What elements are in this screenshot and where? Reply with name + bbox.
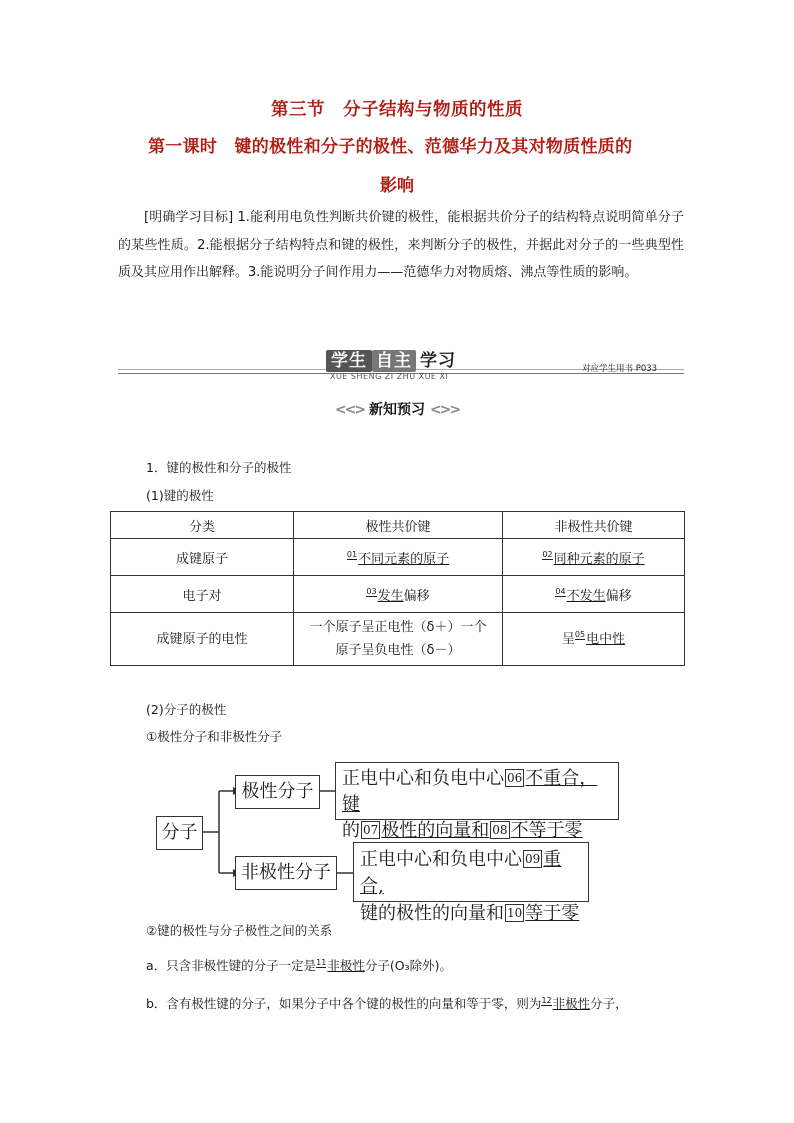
blank-number: 04 <box>555 587 566 597</box>
answer: 同种元素的原子 <box>553 551 645 567</box>
heading-1-1: (1)键的极性 <box>146 488 214 503</box>
row-label: 成键原子 <box>111 539 294 576</box>
answer: 电中性 <box>586 631 626 647</box>
table-header: 非极性共价键 <box>503 512 685 539</box>
learning-objectives <box>118 204 684 287</box>
heading-bond-molecule-relation: ②键的极性与分子极性之间的关系 <box>146 923 333 938</box>
root-node: 分子 <box>156 816 203 850</box>
blank-number: 10 <box>507 906 523 920</box>
answer: 不发生 <box>566 588 606 604</box>
table-cell <box>503 539 685 576</box>
blank-number: 02 <box>542 550 553 560</box>
subsection-heading <box>0 399 794 419</box>
table-row <box>111 613 685 666</box>
table-row <box>111 576 685 613</box>
answer: 不重合，键 <box>342 768 598 815</box>
heading-1-2: (2)分子的极性 <box>146 702 227 717</box>
definition-text: 键的极性的向量和 <box>360 903 504 924</box>
blank-number: 09 <box>525 852 541 866</box>
table-row <box>111 539 685 576</box>
cell-text: 偏移 <box>605 588 632 604</box>
banner-pinyin: XUE SHENG ZI ZHU XUE XI <box>330 372 449 381</box>
lesson-title: 第一课时 键的极性和分子的极性、范德华力及其对物质性质的 <box>148 137 633 157</box>
definition-line <box>360 846 582 900</box>
row-label: 电子对 <box>111 576 294 613</box>
blank-number: 08 <box>492 823 508 837</box>
answer: 非极性 <box>552 996 591 1011</box>
item-text: b．含有极性键的分子，如果分子中各个键的极性的向量和等于零，则为 <box>146 996 542 1011</box>
definition-line <box>342 766 612 818</box>
cell-text: 呈 <box>561 631 575 647</box>
table-cell <box>294 539 503 576</box>
bond-polarity-table <box>110 511 685 666</box>
item-text: 分子(O₃除外)。 <box>364 958 452 973</box>
table-cell <box>294 576 503 613</box>
item-a <box>146 956 452 974</box>
table-cell <box>503 576 685 613</box>
blank-number: 07 <box>363 823 379 837</box>
definition-text: 的 <box>342 820 360 841</box>
answer: 不同元素的原子 <box>358 551 450 567</box>
objectives-label: [明确学习目标] <box>144 210 234 225</box>
lesson-title-cont: 影响 <box>380 176 414 196</box>
table-header-row <box>111 512 685 539</box>
answer: 不等于零 <box>510 820 583 841</box>
answer: 极性的向量和 <box>381 820 490 841</box>
cell-text: 一个原子呈正电性（δ＋）一个 <box>309 620 487 635</box>
table-cell <box>503 613 685 666</box>
heading-1: 1．键的极性和分子的极性 <box>146 460 292 475</box>
objectives-text: 1.能利用电负性判断共价键的极性，能根据共价分子的结构特点说明简单分子的某些性质。2.能根据分子结构特点和键的极性，来判断分子的极性，并据此对分子的一些典型性质及其应用作出解释。3.能说明分子间作用力——范德华力对物质熔、沸点等性质的影响。 <box>118 210 684 280</box>
polar-node: 极性分子 <box>235 775 320 809</box>
cell-text: 原子呈负电性（δ－） <box>335 643 461 658</box>
table-header: 极性共价键 <box>294 512 503 539</box>
banner-word-3: 学习 <box>420 351 456 371</box>
left-chevrons-icon: <<> <box>334 402 365 418</box>
page-reference: 对应学生用书 P033 <box>582 364 658 374</box>
item-text: 分子， <box>590 996 628 1011</box>
right-chevrons-icon: <>> <box>429 402 460 418</box>
definition-text: 正电中心和负电中心 <box>360 849 522 870</box>
banner-word-2: 自主 <box>372 350 416 372</box>
nonpolar-definition <box>353 842 589 924</box>
definition-line <box>342 818 612 844</box>
table-cell <box>294 613 503 666</box>
section-title: 第三节 分子结构与物质的性质 <box>271 100 523 120</box>
row-label: 成键原子的电性 <box>111 613 294 666</box>
banner-word-1: 学生 <box>326 350 372 372</box>
study-banner <box>326 346 456 371</box>
blank-number: 03 <box>366 587 377 597</box>
blank-number: 11 <box>316 957 327 967</box>
blank-number: 05 <box>574 630 586 640</box>
blank-number: 06 <box>507 771 523 785</box>
heading-polar-nonpolar: ①极性分子和非极性分子 <box>146 729 283 744</box>
item-b <box>146 994 628 1012</box>
answer: 非极性 <box>327 958 365 973</box>
cell-text: 偏移 <box>403 588 430 604</box>
subhead-text: 新知预习 <box>369 402 425 418</box>
table-header: 分类 <box>111 512 294 539</box>
answer: 发生 <box>377 588 404 604</box>
blank-number: 01 <box>346 550 358 560</box>
polar-definition <box>335 762 619 841</box>
answer: 重合, <box>360 849 562 897</box>
blank-number: 12 <box>541 995 552 1005</box>
nonpolar-node: 非极性分子 <box>235 856 337 890</box>
definition-text: 正电中心和负电中心 <box>342 768 504 789</box>
answer: 等于零 <box>525 903 580 924</box>
item-text: a．只含非极性键的分子一定是 <box>146 958 317 973</box>
definition-line <box>360 900 582 927</box>
